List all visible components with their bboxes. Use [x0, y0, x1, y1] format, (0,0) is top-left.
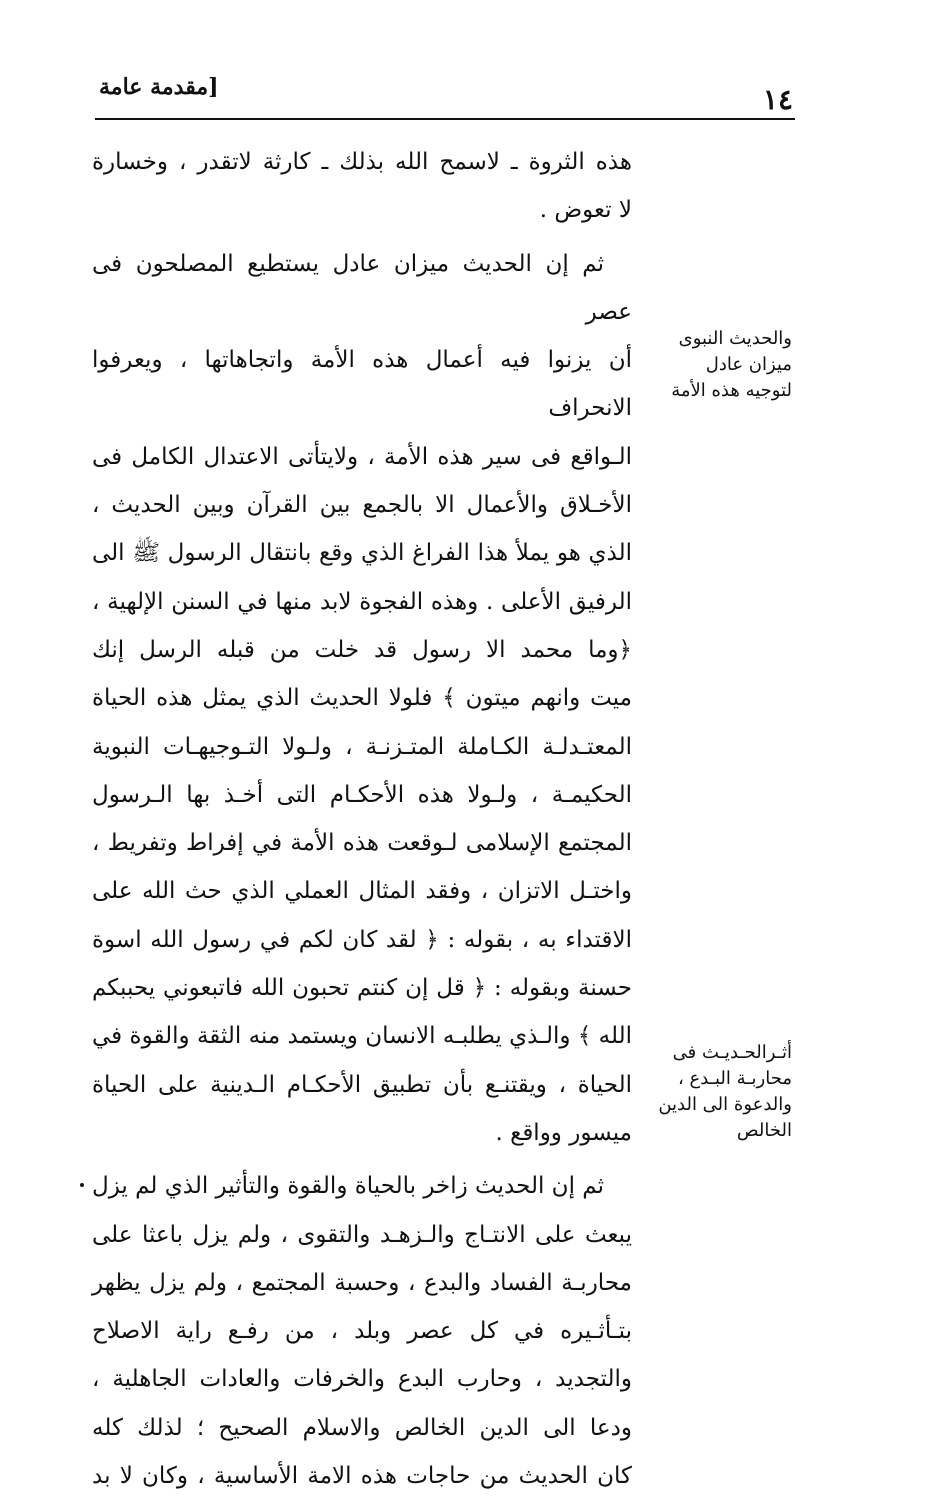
text-line: الاقتداء به ، بقوله : ﴿ لقد كان لكم في رسول الله اسوة [92, 926, 632, 953]
margin-note-line: لتوجيه هذه الأمة [671, 380, 792, 401]
margin-note-hadith-impact [652, 1040, 792, 1144]
margin-note-line: أثـرالحـديـث فى [672, 1042, 792, 1063]
text-line: الـواقع فى سير هذه الأمة ، ولايتأتى الاعتدال الكامل فى [92, 443, 632, 470]
text-line: الأخـلاق والأعمال الا بالجمع بين القرآن وبين الحديث ، [92, 492, 632, 519]
margin-note-line: والدعوة الى الدين [658, 1094, 792, 1115]
text-line: ﴿وما محمد الا رسول قد خلت من قبله الرسل إنك [92, 636, 632, 663]
text-line: بتـأثـيره في كل عصر وبلد ، من رفـع راية الاصلاح [92, 1318, 632, 1345]
page-header [95, 62, 795, 120]
text-line: والتجديد ، وحارب البدع والخرفات والعادات الجاهلية ، [92, 1366, 632, 1393]
margin-note-line: والحديث النبوى [678, 328, 792, 349]
text-line: الرفيق الأعلى . وهذه الفجوة لابد منها في السنن الإلهية ، [92, 588, 632, 615]
text-line: المجتمع الإسلامى لـوقعت هذه الأمة في إفراط وتفريط ، [92, 830, 632, 857]
margin-note-line: الخالص [736, 1120, 792, 1141]
margin-note-line: محاربـة البـدع ، [677, 1068, 792, 1089]
text-line: أن يزنوا فيه أعمال هذه الأمة واتجاهاتها ، ويعرفوا الانحراف [92, 347, 632, 422]
margin-note-hadith-balance [652, 326, 792, 404]
text-line: هذه الثروة ـ لاسمح الله بذلك ـ كارثة لاتقدر ، وخسارة [92, 149, 632, 175]
text-line: محاربـة الفساد والبدع ، وحسبة المجتمع ، ولم يزل يظهر [92, 1269, 632, 1296]
ink-dot [80, 1183, 84, 1187]
text-line: ثم إن الحديث ميزان عادل يستطيع المصلحون فى عصر [92, 250, 632, 325]
text-line: الحكيمـة ، ولـولا هذه الأحكـام التى أخـذ بها الـرسول [92, 781, 632, 808]
text-line: ميت وانهم ميتون ﴾ فلولا الحديث الذي يمثل هذه الحياة [92, 685, 632, 712]
text-line: حسنة وبقوله : ﴿ قل إن كنتم تحبون الله فاتبعوني يحببكم [92, 975, 632, 1002]
main-text [92, 138, 632, 1500]
text-line: كان الحديث من حاجات هذه الامة الأساسية ، وكان لا بد [92, 1463, 632, 1490]
text-line: الله ﴾ والـذي يطلبـه الانسان ويستمد منه الثقة والقوة في [92, 1023, 632, 1050]
text-line: ثم إن الحديث زاخر بالحياة والقوة والتأثير الذي لم يزل [92, 1173, 604, 1200]
page-number: ١٤ [762, 83, 793, 116]
text-line: واختـل الاتزان ، وفقد المثال العملي الذي حث الله على [92, 878, 632, 905]
text-line: الحياة ، ويقتنـع بأن تطبيق الأحكـام الـدينية على الحياة [92, 1071, 632, 1098]
text-line: ميسور وواقع . [495, 1119, 632, 1146]
text-line: يبعث على الانتـاج والـزهـد والتقوى ، ولم يزل باعثا على [92, 1221, 632, 1248]
text-line: الذي هو يملأ هذا الفراغ الذي وقع بانتقال الرسول ﷺ الى [92, 540, 632, 567]
margin-note-line: ميزان عادل [705, 354, 792, 375]
text-line: ودعا الى الدين الخالص والاسلام الصحيح ؛ لذلك كله [92, 1414, 632, 1441]
running-title: [مقدمة عامة [99, 74, 219, 100]
text-line: المعتـدلـة الكـاملة المتـزنـة ، ولـولا التـوجيهـات النبوية [92, 733, 632, 760]
text-line: لا تعوض . [539, 197, 632, 224]
